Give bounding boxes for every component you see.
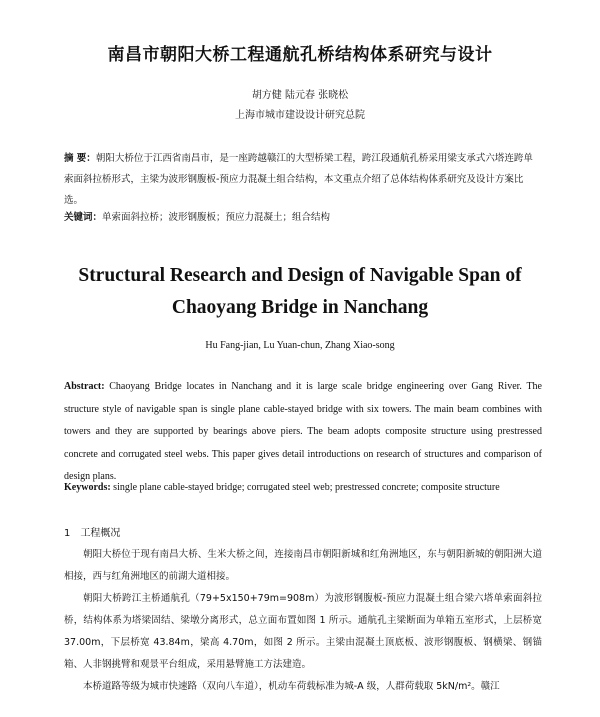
- english-abstract-label: Abstract:: [64, 381, 105, 392]
- body-paragraph: 本桥道路等级为城市快速路（双向八车道），机动车荷载标准为城-A 级，人群荷载取 5kN/m²。赣江: [83, 681, 500, 692]
- chinese-title: 南昌市朝阳大桥工程通航孔桥结构体系研究与设计: [107, 45, 493, 65]
- chinese-abstract-text: 朝阳大桥位于江西省南昌市，是一座跨越赣江的大型桥梁工程，跨江段通航孔桥采用梁支承式六塔连跨单索面斜拉桥形式，主梁为波形钢腹板-预应力混凝土组合结构，本文重点介绍了总体结构体系研究及设计方案比选。: [64, 153, 533, 206]
- chinese-abstract-label: 摘 要：: [64, 153, 96, 164]
- english-authors: Hu Fang-jian, Lu Yuan-chun, Zhang Xiao-song: [205, 340, 395, 351]
- english-title: [0, 260, 600, 324]
- body-paragraph: 朝阳大桥跨江主桥通航孔（79+5x150+79m=908m）为波形钢腹板-预应力混凝土组合梁六塔单索面斜拉桥，结构体系为塔梁固结、梁墩分离形式，总立面布置如图 1 所示。通航孔主梁断面为单箱五室形式，上层桥宽 37.00m，下层桥宽 43.84m，梁高 4.70m，如图 2 所示。主梁由混凝土顶底板、波形钢腹板、钢横梁、钢锚箱、人非钢挑臂和观景平台组成，采用悬臂施工方法建造。: [64, 593, 542, 670]
- chinese-authors: 胡方健 陆元春 张晓松: [251, 90, 349, 101]
- english-abstract-text: Chaoyang Bridge locates in Nanchang and it is large scale bridge engineering over Gang River. The structure style of navigable span is single plane cable-stayed bridge with six towers. The main beam combines with towers and they are supported by bearings above piers. The beam adopts composite structure using prestressed concrete and corrugated steel webs. This paper gives detail introductions on research of structures and comparison of design plans.: [64, 381, 542, 482]
- chinese-affiliation: 上海市城市建设设计研究总院: [235, 110, 365, 121]
- english-title-line-2: Chaoyang Bridge in Nanchang: [171, 297, 429, 318]
- section-number: 1: [64, 528, 71, 539]
- section-body: [64, 544, 542, 698]
- english-keywords-text: single plane cable-stayed bridge; corrugated steel web; prestressed concrete; composite structure: [110, 482, 500, 493]
- chinese-keywords-label: 关键词：: [64, 212, 103, 223]
- section-heading: [64, 524, 120, 539]
- english-keywords-label: Keywords:: [64, 482, 111, 493]
- english-keywords: [64, 482, 542, 493]
- chinese-abstract: [64, 148, 542, 211]
- section-title: 工程概况: [80, 528, 121, 539]
- english-title-line-1: Structural Research and Design of Navigable Span of: [78, 265, 522, 286]
- chinese-keywords: [64, 209, 542, 223]
- chinese-keywords-text: 单索面斜拉桥；波形钢腹板；预应力混凝土；组合结构: [102, 212, 331, 223]
- english-abstract: [64, 376, 542, 489]
- body-paragraph: 朝阳大桥位于现有南昌大桥、生米大桥之间，连接南昌市朝阳新城和红角洲地区，东与朝阳新城的朝阳洲大道相接，西与红角洲地区的前湖大道相接。: [64, 549, 542, 582]
